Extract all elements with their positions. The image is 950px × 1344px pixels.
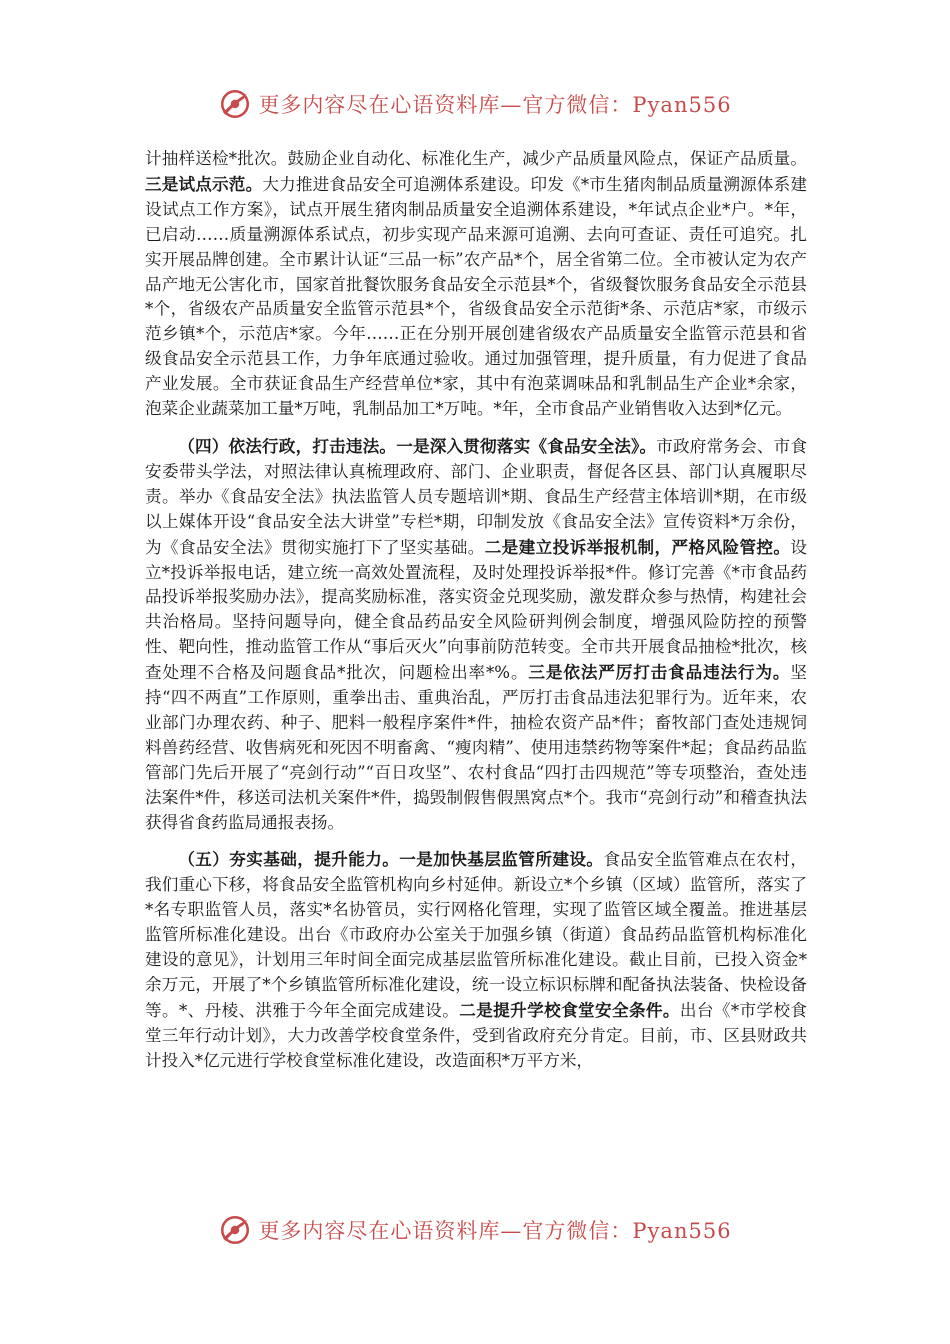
document-body	[145, 147, 807, 1074]
text-run: 设立*投诉举报电话，建立统一高效处置流程，及时处理投诉举报*件。修订完善《*市食品药品投诉举报奖励办法》，提高奖励标准，落实资金兑现奖励，激发群众参与热情，构建社会共治格局。坚持问题导向，健全食品药品安全风险研判例会制度，增强风险防控的预警性、靶向性，推动监管工作从“事后灭火”向事前防范转变。全市共开展食品抽检*批次，核查处理不合格及问题食品*批次，问题检出率*%。	[145, 537, 807, 683]
body-paragraph	[145, 434, 807, 836]
header-banner-text: 更多内容尽在心语资料库—官方微信：Pyan556	[258, 93, 732, 117]
bold-heading-run: 三是依法严厉打击食品违法行为。	[528, 662, 791, 683]
text-run: 市政府常务会、市食安委带头学法，对照法律认真梳理政府、部门、企业职责，督促各区县、部门认真履职尽责。举办《食品安全法》执法监管人员专题培训*期、食品生产经营主体培训*期，在市级以上媒体开设“食品安全法大讲堂”专栏*期，印制发放《食品安全法》宣传资料*万余份，为《食品安全法》贯彻实施打下了坚实基础。	[145, 436, 808, 557]
text-run: 计抽样送检*批次。鼓励企业自动化、标准化生产，减少产品质量风险点，保证产品质量。	[145, 149, 807, 168]
brand-logo-icon	[218, 1213, 252, 1247]
bold-heading-run: （四）依法行政，打击违法。一是深入贯彻落实《食品安全法》。	[178, 435, 657, 456]
body-paragraph	[145, 147, 807, 422]
footer-banner-text: 更多内容尽在心语资料库—官方微信：Pyan556	[258, 1219, 732, 1243]
header-banner	[0, 84, 950, 124]
footer-banner	[0, 1210, 950, 1250]
text-run: 大力推进食品安全可追溯体系建设。印发《*市生猪肉制品质量溯源体系建设试点工作方案》，试点开展生猪肉制品质量安全追溯体系建设，*年试点企业*户。*年，已启动……质量溯源体系试点，初步实现产品来源可追溯、去向可查证、责任可追究。扎实开展品牌创建。全市累计认证“三品一标”农产品*个，居全省第二位。全市被认定为农产品产地无公害化市，国家首批餐饮服务食品安全示范县*个，省级餐饮服务食品安全示范县*个，省级农产品质量安全监管示范县*个，省级食品安全示范街*条、示范店*家，市级示范乡镇*个，示范店*家。今年……正在分别开展创建省级农产品质量安全监管示范县和省级食品安全示范县工作，力争年底通过验收。通过加强管理，提升质量，有力促进了食品产业发展。全市获证食品生产经营单位*家，其中有泡菜调味品和乳制品生产企业*余家，泡菜企业蔬菜加工量*万吨，乳制品加工*万吨。*年，全市食品产业销售收入达到*亿元。	[145, 174, 808, 419]
bold-heading-run: （五）夯实基础，提升能力。一是加快基层监管所建设。	[178, 849, 604, 870]
text-run: 出台《*市学校食堂三年行动计划》，大力改善学校食堂条件，受到省政府充分肯定。目前，市、区县财政共计投入*亿元进行学校食堂标准化建设，改造面积*万平方米，	[145, 1000, 808, 1070]
bold-heading-run: 三是试点示范。	[145, 173, 263, 194]
brand-logo-icon	[218, 87, 252, 121]
bold-heading-run: 二是提升学校食堂安全条件。	[459, 999, 680, 1020]
text-run: 食品安全监管难点在农村，我们重心下移，将食品安全监管机构向乡村延伸。新设立*个乡镇（区域）监管所，落实了*名专职监管人员，落实*名协管员，实行网格化管理，实现了监管区域全覆盖。推进基层监管所标准化建设。出台《市政府办公室关于加强乡镇（街道）食品药品监管机构标准化建设的意见》，计划用三年时间全面完成基层监管所标准化建设。截止目前，已投入资金*余万元，开展了*个乡镇监管所标准化建设，统一设立标识标牌和配备执法装备、快检设备等。*、丹棱、洪雅于今年全面完成建设。	[145, 850, 808, 1020]
text-run: 坚持“四不两直”工作原则，重拳出击、重典治乱，严厉打击食品违法犯罪行为。近年来，农业部门办理农药、种子、肥料一般程序案件*件，抽检农资产品*件；畜牧部门查处违规饲料兽药经营、收售病死和死因不明畜禽、“瘦肉精”、使用违禁药物等案件*起；食品药品监管部门先后开展了“亮剑行动”“百日攻坚”、农村食品“四打击四规范”等专项整治，查处违法案件*件，移送司法机关案件*件，捣毁制假售假黑窝点*个。我市“亮剑行动”和稽查执法获得省食药监局通报表扬。	[145, 663, 807, 832]
body-paragraph	[145, 847, 807, 1073]
bold-heading-run: 二是建立投诉举报机制，严格风险管控。	[484, 536, 791, 557]
